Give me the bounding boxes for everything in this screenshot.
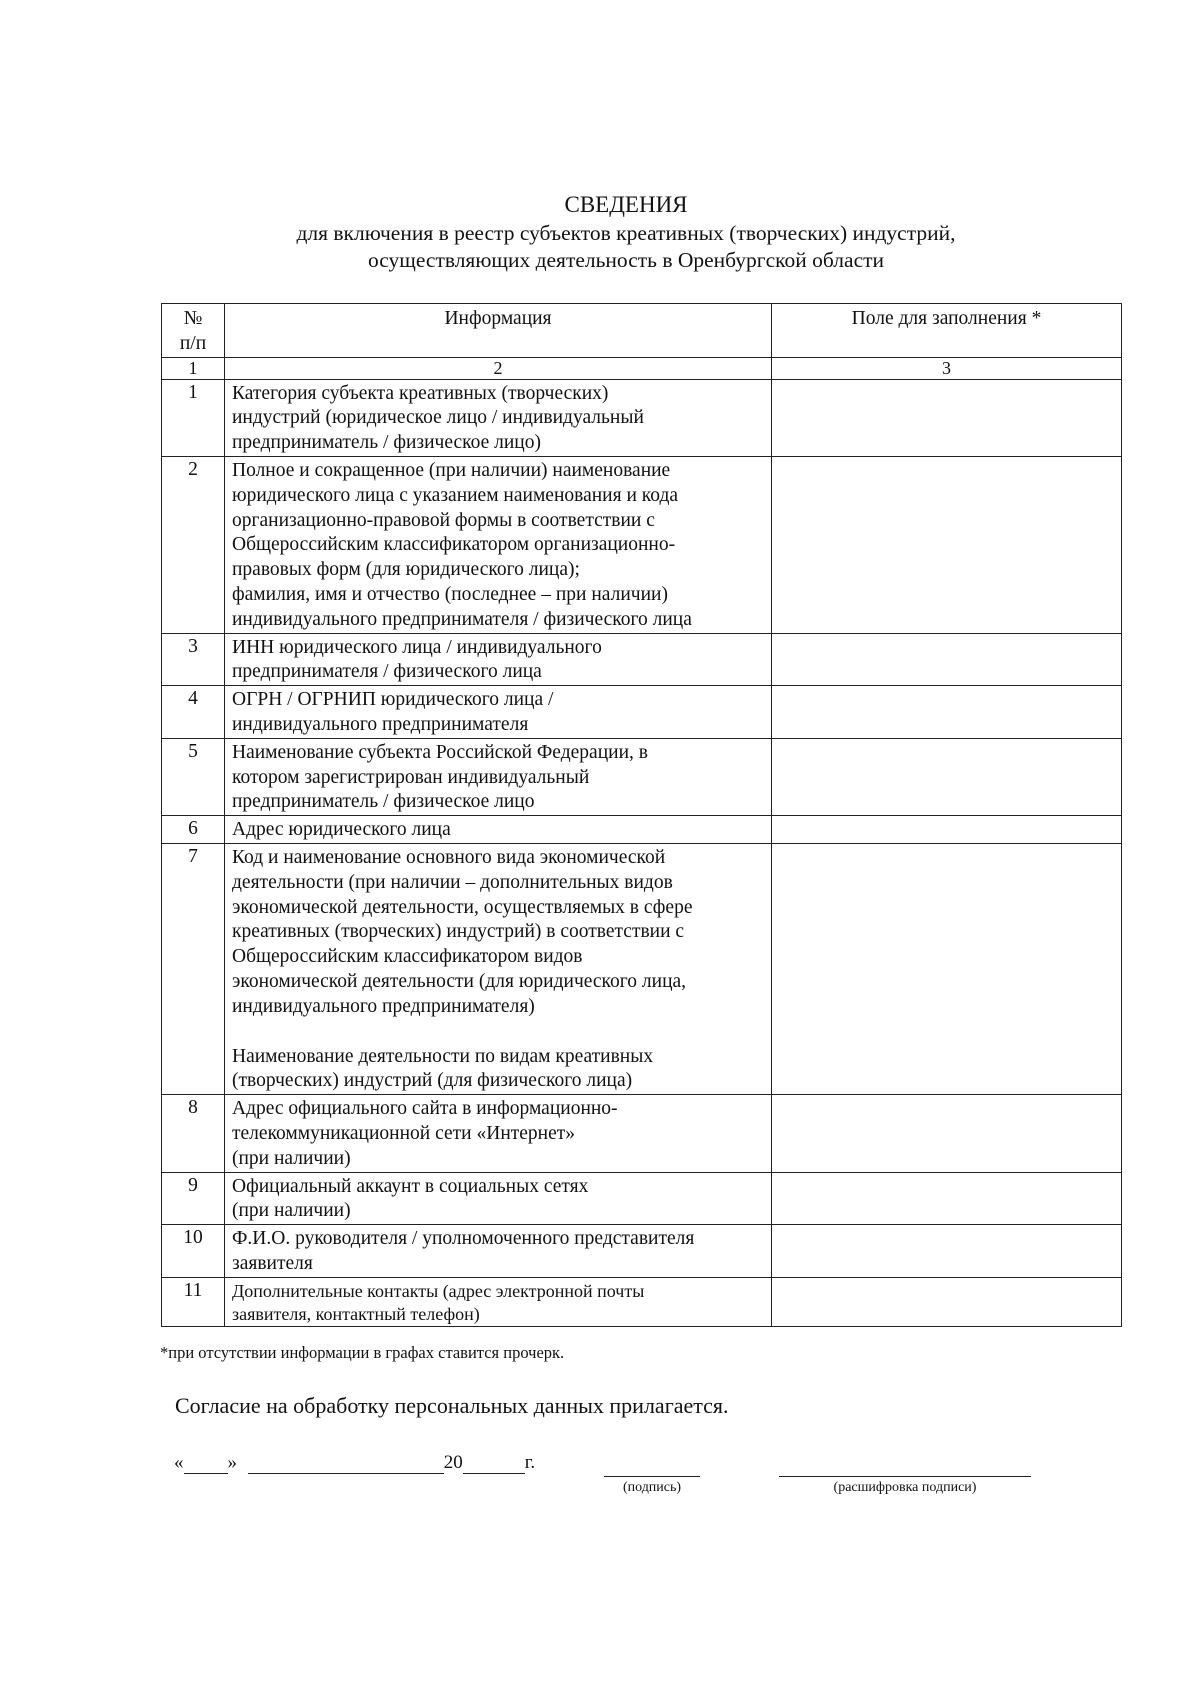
row-information bbox=[225, 1172, 772, 1225]
open-quote: « bbox=[174, 1452, 184, 1473]
info-line: Наименование субъекта Российской Федерации, в bbox=[232, 741, 648, 763]
row-information bbox=[225, 633, 772, 686]
info-line: ОГРН / ОГРНИП юридического лица / bbox=[232, 689, 554, 711]
row-information bbox=[225, 686, 772, 739]
decoding-caption: (расшифровка подписи) bbox=[833, 1480, 977, 1495]
info-line: котором зарегистрирован индивидуальный bbox=[232, 766, 590, 788]
fill-field-cell[interactable] bbox=[772, 1095, 1122, 1172]
table-header-row bbox=[162, 304, 1122, 358]
row-number: 1 bbox=[162, 379, 225, 456]
row-information bbox=[225, 379, 772, 456]
info-line: индивидуального предпринимателя) bbox=[232, 995, 535, 1017]
header-number: № п/п bbox=[162, 304, 225, 358]
document-subtitle bbox=[0, 220, 1200, 273]
close-quote: » bbox=[227, 1452, 237, 1473]
info-line: экономической деятельности (для юридического лица, bbox=[232, 970, 687, 992]
paragraph-gap bbox=[232, 1020, 763, 1045]
info-line: индустрий (юридическое лицо / индивидуальный bbox=[232, 407, 644, 429]
signature-decoding-line[interactable] bbox=[779, 1476, 1031, 1477]
row-number: 3 bbox=[162, 633, 225, 686]
consent-statement: Согласие на обработку персональных данных прилагается. bbox=[175, 1393, 729, 1418]
info-line: Общероссийским классификатором видов bbox=[232, 946, 583, 968]
day-blank[interactable] bbox=[184, 1453, 228, 1474]
fill-field-cell[interactable] bbox=[772, 1225, 1122, 1278]
index-cell: 2 bbox=[225, 357, 772, 379]
info-line: креативных (творческих) индустрий) в соответствии с bbox=[232, 921, 685, 943]
info-line: Официальный аккаунт в социальных сетях bbox=[232, 1175, 589, 1197]
info-line: (творческих) индустрий (для физического лица) bbox=[232, 1070, 633, 1092]
year-suffix: г. bbox=[524, 1452, 536, 1473]
row-information bbox=[225, 1095, 772, 1172]
row-number: 4 bbox=[162, 686, 225, 739]
year-prefix: 20 bbox=[443, 1452, 463, 1473]
info-line: правовых форм (для юридического лица); bbox=[232, 559, 580, 581]
info-line: деятельности (при наличии – дополнительных видов bbox=[232, 871, 673, 893]
row-information bbox=[225, 738, 772, 815]
table-row bbox=[162, 379, 1122, 456]
info-line: экономической деятельности, осуществляемых в сфере bbox=[232, 896, 693, 918]
month-blank[interactable] bbox=[248, 1453, 444, 1474]
row-number: 9 bbox=[162, 1172, 225, 1225]
info-line: предпринимателя / физического лица bbox=[232, 661, 542, 683]
info-line: (при наличии) bbox=[232, 1147, 351, 1169]
subtitle-line: для включения в реестр субъектов креативных (творческих) индустрий, bbox=[296, 221, 956, 245]
index-cell: 3 bbox=[772, 357, 1122, 379]
year-blank[interactable] bbox=[463, 1453, 525, 1474]
header-information: Информация bbox=[225, 304, 772, 358]
row-information bbox=[225, 843, 772, 1094]
info-line: Адрес юридического лица bbox=[232, 819, 451, 841]
row-information bbox=[225, 456, 772, 633]
info-line: предприниматель / физическое лицо bbox=[232, 791, 535, 813]
info-line: фамилия, имя и отчество (последнее – при наличии) bbox=[232, 583, 668, 605]
fill-field-cell[interactable] bbox=[772, 1277, 1122, 1326]
table-row bbox=[162, 738, 1122, 815]
row-number: 6 bbox=[162, 816, 225, 844]
table-row bbox=[162, 843, 1122, 1094]
fill-field-cell[interactable] bbox=[772, 633, 1122, 686]
row-information bbox=[225, 816, 772, 844]
table-row bbox=[162, 816, 1122, 844]
row-information bbox=[225, 1277, 772, 1326]
fill-field-cell[interactable] bbox=[772, 843, 1122, 1094]
info-line: Полное и сокращенное (при наличии) наименование bbox=[232, 459, 671, 481]
row-number: 10 bbox=[162, 1225, 225, 1278]
fill-field-cell[interactable] bbox=[772, 816, 1122, 844]
info-line: юридического лица с указанием наименования и кода bbox=[232, 484, 679, 506]
date-signature-row bbox=[174, 1452, 535, 1474]
info-line: индивидуального предпринимателя bbox=[232, 713, 529, 735]
info-line: (при наличии) bbox=[232, 1200, 351, 1222]
info-line: Код и наименование основного вида экономической bbox=[232, 846, 666, 868]
info-line: заявителя bbox=[232, 1252, 313, 1274]
info-line: телекоммуникационной сети «Интернет» bbox=[232, 1122, 576, 1144]
row-number: 8 bbox=[162, 1095, 225, 1172]
table-row bbox=[162, 1225, 1122, 1278]
row-number: 11 bbox=[162, 1277, 225, 1326]
info-line: Общероссийским классификатором организационно- bbox=[232, 534, 676, 556]
table-row bbox=[162, 1095, 1122, 1172]
table-index-row bbox=[162, 357, 1122, 379]
table-row bbox=[162, 1172, 1122, 1225]
footnote: *при отсутствии информации в графах ставится прочерк. bbox=[160, 1343, 565, 1362]
header-fill-field: Поле для заполнения * bbox=[772, 304, 1122, 358]
fill-field-cell[interactable] bbox=[772, 1172, 1122, 1225]
table-row bbox=[162, 633, 1122, 686]
fill-field-cell[interactable] bbox=[772, 456, 1122, 633]
table-row bbox=[162, 456, 1122, 633]
row-number: 7 bbox=[162, 843, 225, 1094]
info-line: индивидуального предпринимателя / физического лица bbox=[232, 608, 692, 630]
signature-line[interactable] bbox=[604, 1476, 700, 1477]
fill-field-cell[interactable] bbox=[772, 686, 1122, 739]
document-title: СВЕДЕНИЯ bbox=[564, 192, 688, 217]
signature-caption: (подпись) bbox=[622, 1480, 682, 1495]
table-row bbox=[162, 686, 1122, 739]
row-information bbox=[225, 1225, 772, 1278]
info-line: ИНН юридического лица / индивидуального bbox=[232, 636, 602, 658]
fill-field-cell[interactable] bbox=[772, 379, 1122, 456]
info-line: предприниматель / физическое лицо) bbox=[232, 432, 541, 454]
index-cell: 1 bbox=[162, 357, 225, 379]
fill-field-cell[interactable] bbox=[772, 738, 1122, 815]
info-line: Адрес официального сайта в информационно- bbox=[232, 1098, 618, 1120]
table-row bbox=[162, 1277, 1122, 1326]
registry-table-body bbox=[162, 304, 1122, 1327]
info-line: Категория субъекта креативных (творческих) bbox=[232, 382, 609, 404]
info-line: Ф.И.О. руководителя / уполномоченного представителя bbox=[232, 1228, 695, 1250]
info-line: Дополнительные контакты (адрес электронной почты bbox=[232, 1280, 645, 1301]
subtitle-line: осуществляющих деятельность в Оренбургской области bbox=[367, 247, 885, 272]
row-number: 2 bbox=[162, 456, 225, 633]
registry-table bbox=[161, 303, 1122, 1327]
row-number: 5 bbox=[162, 738, 225, 815]
info-line: заявителя, контактный телефон) bbox=[232, 1303, 480, 1324]
info-line: Наименование деятельности по видам креативных bbox=[232, 1045, 654, 1067]
info-line: организационно-правовой формы в соответствии с bbox=[232, 509, 655, 531]
